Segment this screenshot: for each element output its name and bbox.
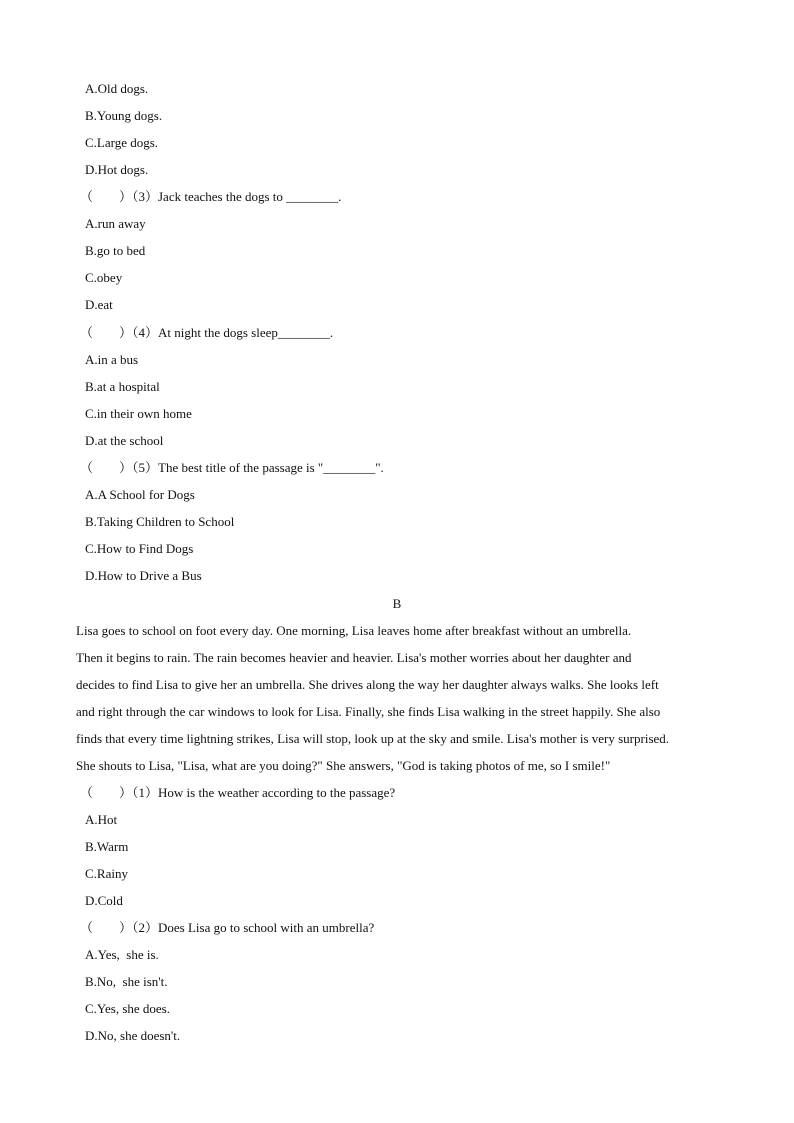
option-d: D.eat xyxy=(85,297,113,312)
question-5 xyxy=(0,454,794,589)
option-b: B.Warm xyxy=(85,839,129,854)
question-stem: （ ）（2）Does Lisa go to school with an umbrella? xyxy=(80,920,375,935)
question-stem: （ ）（1）How is the weather according to the passage? xyxy=(80,785,396,800)
question-stem: （ ）（3）Jack teaches the dogs to ________. xyxy=(80,189,342,204)
option-c: C.in their own home xyxy=(85,406,192,421)
question-stem: （ ）（4）At night the dogs sleep________. xyxy=(80,325,334,340)
section-heading: B xyxy=(392,596,402,611)
option-d: D.How to Drive a Bus xyxy=(85,568,202,583)
option-b: B.go to bed xyxy=(85,243,146,258)
option-a: A.Hot xyxy=(85,812,118,827)
option-b: B.No, she isn't. xyxy=(85,974,168,989)
option-c: C.Yes, she does. xyxy=(85,1001,170,1016)
option-b: B.at a hospital xyxy=(85,379,160,394)
option-a: A.in a bus xyxy=(85,352,139,367)
option-c: C.Large dogs. xyxy=(85,135,159,150)
passage-line: finds that every time lightning strikes, Lisa will stop, look up at the sky and smile. Lisa's mother is very surprised. xyxy=(76,731,670,746)
reading-passage xyxy=(76,617,722,779)
option-a: A.run away xyxy=(85,216,146,231)
option-d: D.Hot dogs. xyxy=(85,162,149,177)
option-c: C.Rainy xyxy=(85,866,128,881)
passage-line: decides to find Lisa to give her an umbrella. She drives along the way her daughter always walks. She looks left xyxy=(76,677,659,692)
passage-line: Lisa goes to school on foot every day. One morning, Lisa leaves home after breakfast without an umbrella. xyxy=(76,623,632,638)
option-a: A.Yes, she is. xyxy=(85,947,159,962)
question-4 xyxy=(0,319,794,454)
option-d: D.Cold xyxy=(85,893,123,908)
section-b-heading-wrap xyxy=(0,590,794,617)
option-c: C.How to Find Dogs xyxy=(85,541,194,556)
question-3 xyxy=(0,183,794,318)
option-b: B.Young dogs. xyxy=(85,108,163,123)
option-b: B.Taking Children to School xyxy=(85,514,235,529)
option-c: C.obey xyxy=(85,270,123,285)
question-stem: （ ）（5）The best title of the passage is "________". xyxy=(80,460,384,475)
passage-line: and right through the car windows to look for Lisa. Finally, she finds Lisa walking in the street happily. She also xyxy=(76,704,661,719)
section-b-question-1 xyxy=(0,779,794,914)
passage-line: Then it begins to rain. The rain becomes heavier and heavier. Lisa's mother worries about her daughter and xyxy=(76,650,632,665)
question-2-options xyxy=(0,75,794,183)
passage-line: She shouts to Lisa, "Lisa, what are you doing?" She answers, "God is taking photos of me, so I smile!" xyxy=(76,758,611,773)
option-a: A.Old dogs. xyxy=(85,81,149,96)
option-d: D.at the school xyxy=(85,433,164,448)
option-d: D.No, she doesn't. xyxy=(85,1028,181,1043)
section-b-question-2 xyxy=(0,914,794,1049)
option-a: A.A School for Dogs xyxy=(85,487,195,502)
